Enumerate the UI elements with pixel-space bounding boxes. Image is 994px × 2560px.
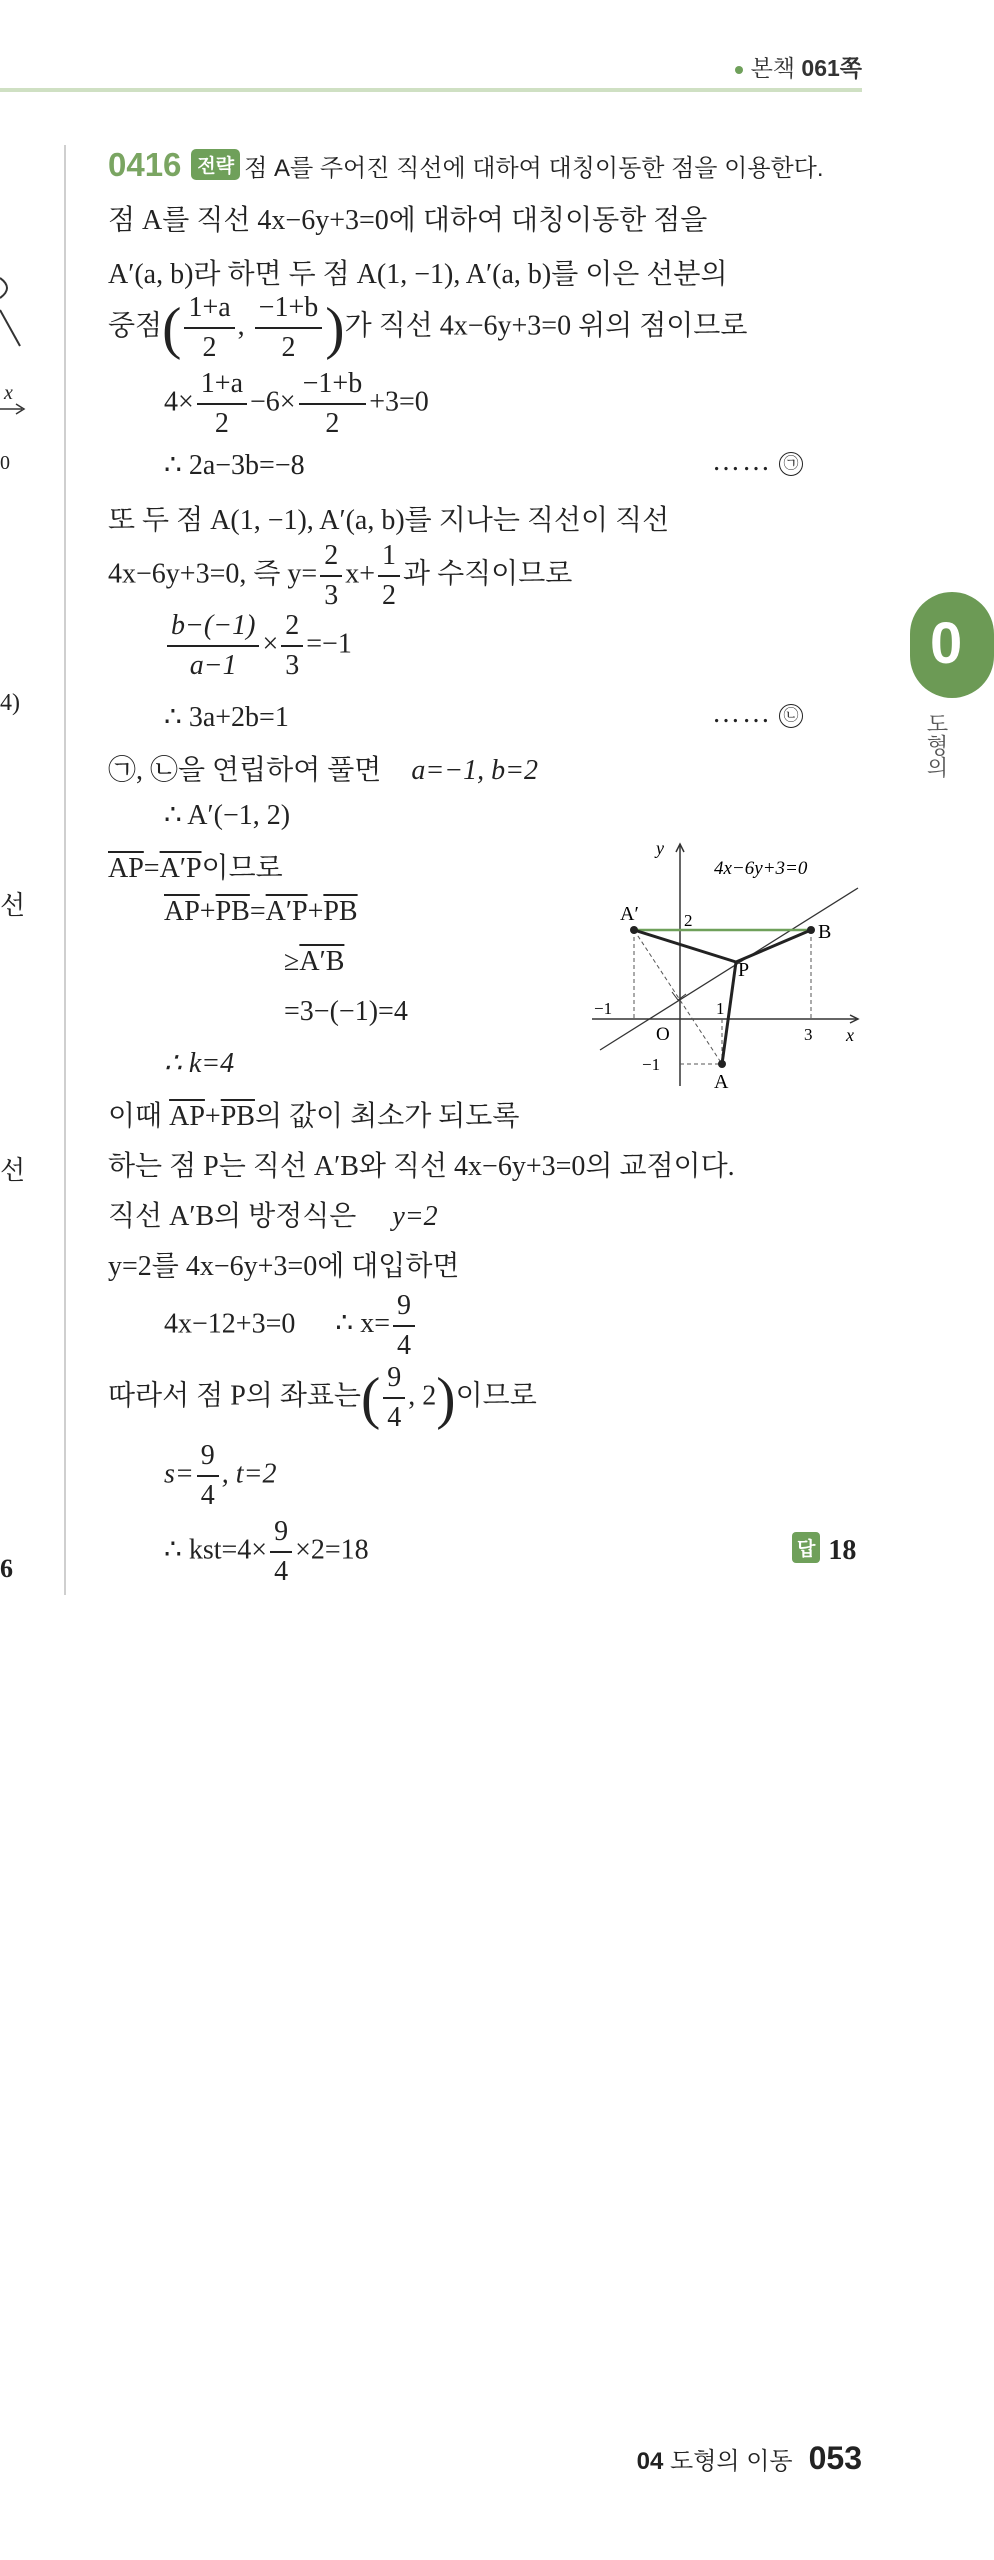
segment-ap: $\overline{AP}$: [169, 1101, 205, 1132]
origin-label: O: [656, 1024, 670, 1045]
segment-a-prime-p: A′P: [265, 896, 308, 927]
solution-line-23: [164, 1440, 276, 1512]
chapter-number: 04: [636, 2448, 664, 2475]
text: =−1: [306, 628, 352, 660]
strategy-text: 점 A를 주어진 직선에 대하여 대칭이동한 점을 이용한다.: [244, 155, 824, 182]
segment-a-prime-p-line: [634, 930, 736, 962]
text: 4×: [164, 386, 194, 418]
text: +: [307, 896, 324, 927]
solution-line-18: 하는 점 P는 직선 A′B와 직선 4x−6y+3=0의 교점이다.: [108, 1151, 735, 1182]
text: 이때: [108, 1101, 170, 1132]
solution-line-7: [108, 540, 572, 612]
text: =: [143, 853, 160, 884]
solution-line-17: [108, 1094, 519, 1134]
frac-num: 2: [320, 540, 342, 577]
frac-num: 1+a: [197, 368, 247, 405]
text: ×2=18: [295, 1534, 369, 1566]
line-label: 4x−6y+3=0: [714, 858, 808, 879]
chapter-title: 도형의 이동: [670, 2448, 793, 2475]
segment-ap: $\overline{AP}$: [164, 896, 200, 927]
text: ㉠, ㉡을 연립하여 풀면: [108, 755, 382, 786]
text-solution: a=−1, b=2: [411, 755, 539, 786]
solution-line-19: [108, 1194, 438, 1234]
frac-den: 2: [202, 332, 217, 363]
text-midpoint: 중점: [108, 310, 163, 342]
text: 따라서 점 P의 좌표는: [108, 1380, 361, 1412]
point-a-label: A: [714, 1071, 729, 1093]
point-a-prime-label: A′: [620, 903, 639, 925]
text: −6×: [250, 386, 296, 418]
side-tab-text: 도형의: [924, 712, 949, 778]
left-cutoff-arrow: [0, 402, 30, 416]
fraction: [167, 610, 259, 682]
paren-left: (: [360, 1365, 381, 1431]
segment-pb: $\overline{PB}$: [323, 896, 358, 927]
solution-line-2: A′(a, b)라 하면 두 점 A(1, −1), A′(a, b)를 이은 선분의: [108, 259, 728, 290]
frac-num: b−(−1): [167, 610, 259, 647]
text: ∴ kst=4×: [164, 1534, 268, 1566]
text: +3=0: [369, 386, 429, 418]
right-angle-mark: [672, 992, 686, 1000]
frac-den: 4: [200, 1480, 215, 1511]
column-divider: [64, 145, 66, 1595]
frac-den: 4: [387, 1402, 402, 1433]
solution-line-22: [108, 1362, 537, 1434]
frac-den: 4: [396, 1330, 411, 1361]
tick-3: 3: [804, 1025, 813, 1044]
solution-line-3: 중점( $\frac{1+a}{2}$ , $\frac{-1+b}{2}$ )가 직선 4x−6y+3=0 위의 점이므로: [108, 292, 748, 363]
point-a-prime: [630, 926, 638, 934]
dots: ……: [712, 446, 772, 477]
text: 의 값이 최소가 되도록: [254, 1101, 520, 1132]
answer: [792, 1532, 856, 1567]
text: 가 직선 4x−6y+3=0 위의 점이므로: [344, 310, 748, 342]
tick-minus-1-y: −1: [642, 1055, 661, 1074]
fraction: [378, 540, 400, 612]
text: ×: [262, 628, 279, 660]
segment-a-prime-p: A′P: [159, 853, 202, 884]
frac-den: a−1: [189, 650, 237, 681]
text: 이므로: [455, 1380, 537, 1412]
text: =: [249, 896, 266, 927]
segment-pb: $\overline{PB}$: [215, 896, 250, 927]
fraction: [197, 368, 247, 440]
tick-2: 2: [684, 911, 693, 930]
solution-line-20: y=2를 4x−6y+3=0에 대입하면: [108, 1251, 460, 1282]
segment-pb-line: [736, 930, 811, 962]
frac-den: 3: [324, 580, 339, 611]
point-p-label: P: [738, 959, 750, 981]
dashed-a-prime-a: [634, 930, 722, 1064]
text: +: [199, 896, 216, 927]
answer-value: 18: [828, 1535, 857, 1566]
frac-den: 4: [274, 1556, 289, 1587]
text: , 2: [408, 1380, 437, 1412]
fraction: [255, 292, 323, 364]
book-ref-label: 본책: [750, 55, 796, 81]
equation-mark: ㉠: [779, 452, 803, 476]
chapter-label: [637, 2448, 793, 2475]
solution-line-14: [284, 946, 344, 978]
solution-line-1: 점 A를 직선 4x−6y+3=0에 대하여 대칭이동한 점을: [108, 205, 708, 236]
solution-line-8: [164, 610, 352, 682]
solution-line-12: [108, 846, 283, 886]
fraction: [383, 1362, 405, 1434]
problem-number: 0416: [108, 146, 182, 183]
solution-line-24: [164, 1516, 369, 1588]
left-fragment-6: 6: [0, 1554, 13, 1583]
text: s=: [164, 1458, 194, 1490]
equation-mark: ㉡: [779, 704, 803, 728]
fraction: [270, 1516, 292, 1588]
paren-right: ): [436, 1365, 456, 1431]
y-axis-label: y: [656, 838, 664, 858]
frac-den: 2: [281, 332, 296, 363]
eq-label-2: [712, 698, 803, 730]
tick-1: 1: [716, 999, 725, 1018]
frac-den: 2: [214, 408, 229, 439]
frac-num: 1+a: [184, 292, 234, 329]
frac-num: 9: [270, 1516, 292, 1553]
solution-line-9: ∴ 3a+2b=1: [164, 702, 289, 733]
problem-heading: [108, 146, 824, 184]
page-footer: [637, 2440, 862, 2477]
left-fragment-x: x: [4, 382, 13, 404]
solution-line-10: [108, 748, 538, 788]
text: +: [204, 1101, 221, 1132]
side-tab-number: 0: [930, 611, 963, 676]
eq-label-1: [712, 446, 803, 478]
x-axis-label: x: [846, 1025, 854, 1045]
frac-num: 2: [281, 610, 303, 647]
frac-den: 3: [285, 650, 300, 681]
answer-badge: 답: [792, 1532, 820, 1563]
text-equation: y=2: [392, 1201, 438, 1232]
text: x+: [345, 558, 376, 590]
left-fragment-seon-2: 선: [0, 1156, 26, 1185]
segment-pb: $\overline{PB}$: [220, 1101, 255, 1132]
point-b-label: B: [818, 921, 832, 943]
segment-a-prime-b: A′B: [299, 946, 345, 977]
page-number: 053: [808, 2440, 862, 2476]
solution-line-5: ∴ 2a−3b=−8: [164, 450, 305, 481]
left-cutoff-graph: [0, 258, 30, 368]
text: 과 수직이므로: [403, 558, 573, 590]
frac-den: 2: [325, 408, 340, 439]
strategy-badge: 전략: [191, 149, 240, 180]
left-fragment-4: 4): [0, 690, 20, 716]
fraction: [184, 292, 234, 364]
frac-num: 9: [197, 1440, 219, 1477]
fraction: [197, 1440, 219, 1512]
text: 4x−6y+3=0, 즉 y=: [108, 558, 318, 590]
solution-line-6: 또 두 점 A(1, −1), A′(a, b)를 지나는 직선이 직선: [108, 505, 670, 536]
coordinate-graph: [586, 836, 866, 1093]
solution-line-21: [164, 1290, 418, 1362]
dots: ……: [712, 698, 772, 729]
solution-line-15: =3−(−1)=4: [284, 996, 408, 1027]
solution-line-16: ∴ k=4: [164, 1048, 235, 1079]
header-rule: [0, 88, 862, 92]
text: 직선 A′B의 방정식은: [108, 1201, 357, 1232]
left-fragment-seon-1: 선: [0, 891, 26, 920]
book-ref-page: 061쪽: [801, 55, 862, 81]
frac-num: 9: [383, 1362, 405, 1399]
book-reference: [735, 50, 862, 83]
text: 이므로: [201, 853, 283, 884]
fraction: [281, 610, 303, 682]
text: 4x−12+3=0: [164, 1308, 296, 1340]
point-b: [807, 926, 815, 934]
segment-ap: $\overline{AP}$: [108, 853, 144, 884]
bullet-dot-icon: [735, 66, 743, 74]
frac-num: −1+b: [299, 368, 367, 405]
solution-line-11: ∴ A′(−1, 2): [164, 800, 291, 831]
frac-num: 9: [393, 1290, 415, 1327]
frac-den: 2: [382, 580, 397, 611]
fraction: [320, 540, 342, 612]
chapter-side-tab: [910, 592, 994, 698]
fraction: [393, 1290, 415, 1362]
paren-right: ): [325, 295, 345, 361]
text: ≥: [284, 946, 300, 977]
text: ∴ x=: [335, 1308, 390, 1340]
point-a: [718, 1060, 726, 1068]
text: , t=2: [221, 1458, 277, 1490]
fraction: [299, 368, 367, 440]
solution-line-4: [164, 368, 429, 440]
tick-minus-1-x: −1: [594, 999, 613, 1018]
frac-num: −1+b: [255, 292, 323, 329]
solution-line-13: [164, 896, 358, 928]
frac-num: 1: [378, 540, 400, 577]
paren-left: (: [162, 295, 182, 361]
left-fragment-0: 0: [0, 452, 10, 474]
